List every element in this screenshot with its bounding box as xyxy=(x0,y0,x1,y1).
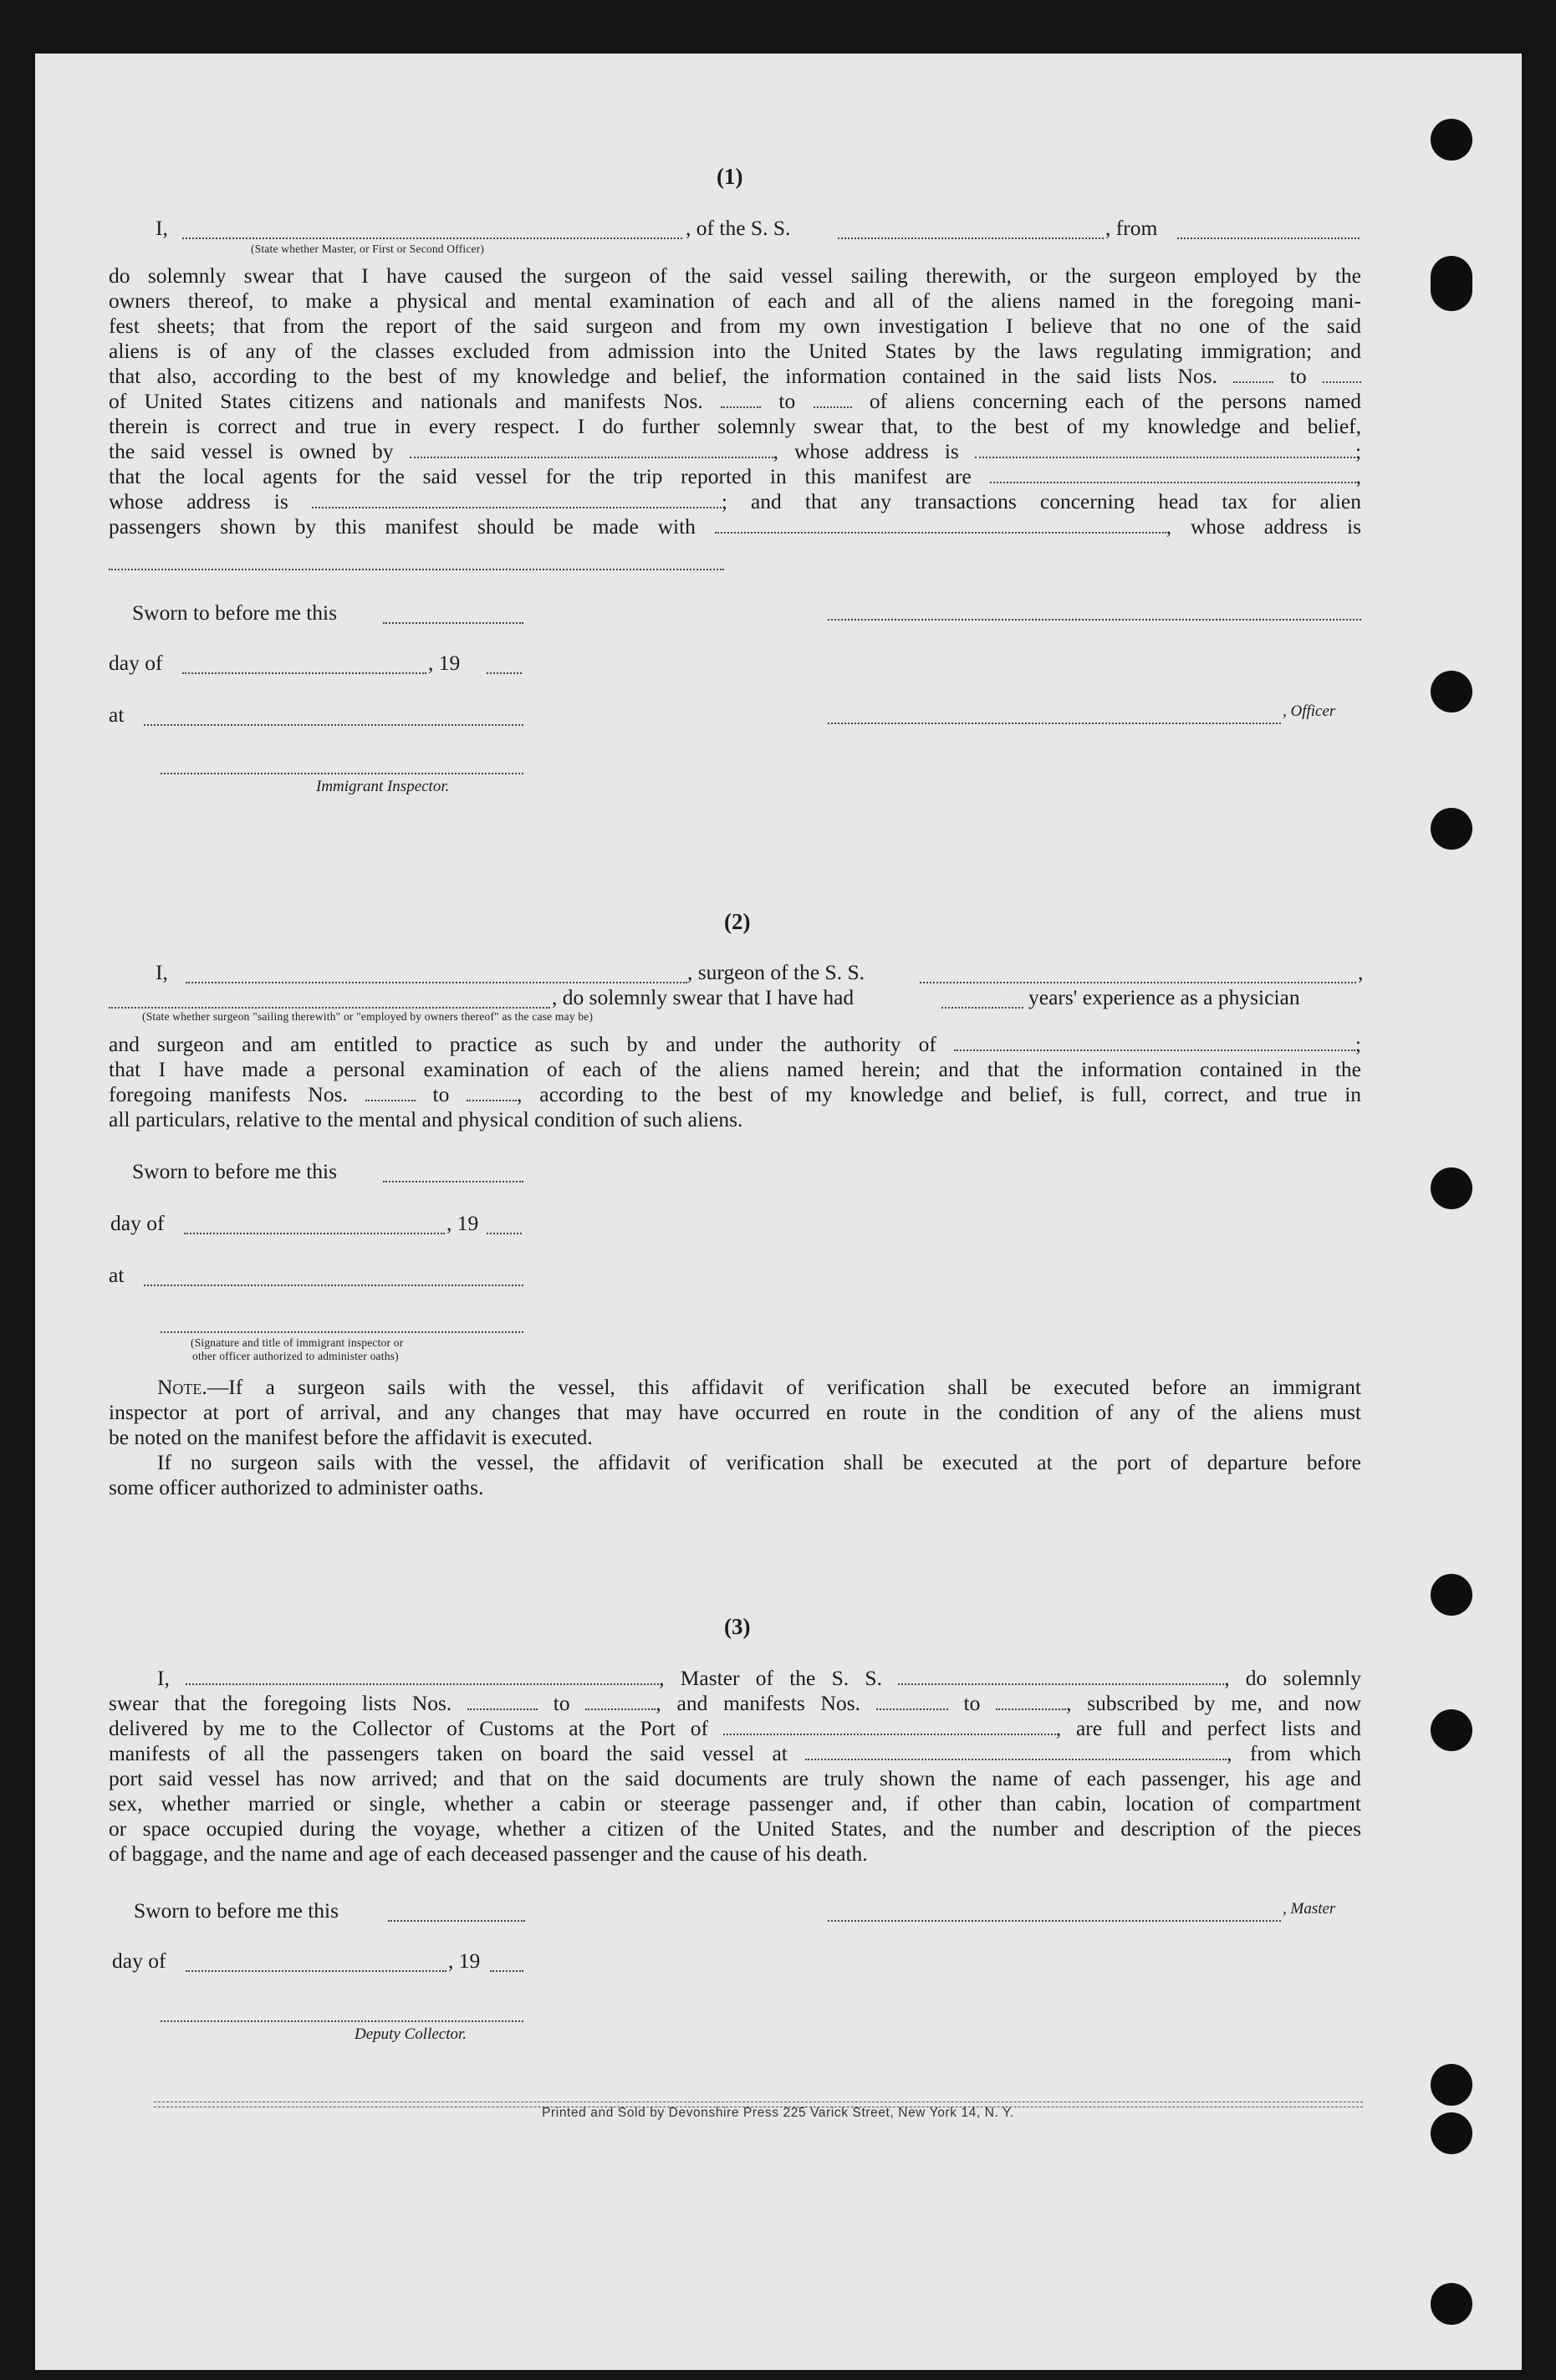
body-line xyxy=(109,1082,1361,1107)
signature-caption-line-2: other officer authorized to administer oaths) xyxy=(192,1350,399,1362)
i-label: I, xyxy=(156,216,168,240)
body-segment: and surgeon and am entitled to practice as such by and under the authority of xyxy=(109,1032,936,1056)
surgeon-manifest-to-blank[interactable] xyxy=(467,1083,517,1101)
vessel-at-blank[interactable] xyxy=(805,1742,1227,1760)
body-segment: to xyxy=(553,1691,570,1715)
day-of-label: day of xyxy=(109,651,163,675)
years-experience-text: years' experience as a physician xyxy=(1028,985,1300,1009)
surgeon-comma: , xyxy=(1358,960,1364,984)
body-segment: that also, according to the best of my knowledge and belief, the information contained in the said lists Nos. xyxy=(109,364,1217,388)
surgeon-sworn-day-blank[interactable] xyxy=(383,1181,523,1182)
master-label: , Master xyxy=(1283,1900,1336,1918)
year-blank[interactable] xyxy=(487,672,522,674)
body-line xyxy=(109,1032,1361,1057)
owner-blank[interactable] xyxy=(410,440,773,458)
body-line: all particulars, relative to the mental and physical condition of such aliens. xyxy=(109,1107,743,1131)
surgeon-day-of-label: day of xyxy=(110,1211,165,1235)
note-segment: —If a surgeon sails with the vessel, this affidavit of verification shall be executed before an immigrant xyxy=(207,1375,1361,1399)
body-segment: of aliens concerning each of the persons named xyxy=(869,389,1362,413)
years-blank[interactable] xyxy=(941,1007,1023,1009)
note-line: some officer authorized to administer oaths. xyxy=(109,1475,484,1499)
body-line xyxy=(109,389,1361,414)
from-text: , from xyxy=(1105,216,1158,240)
body-segment: , according to the best of my knowledge and belief, is full, correct, and true in xyxy=(517,1082,1362,1106)
surgeon-signature-line[interactable] xyxy=(161,1331,523,1333)
body-segment: delivered by me to the Collector of Customs at the Port of xyxy=(109,1716,708,1740)
punch-hole xyxy=(1431,808,1472,850)
body-segment: the said vessel is owned by xyxy=(109,439,394,463)
master-manifests-from-blank[interactable] xyxy=(876,1692,948,1710)
manifest-from-blank[interactable] xyxy=(721,390,761,408)
inspector-signature-line[interactable] xyxy=(161,773,523,774)
punch-hole xyxy=(1431,1709,1472,1751)
surgeon-manifest-from-blank[interactable] xyxy=(365,1083,416,1101)
surgeon-type-blank[interactable] xyxy=(109,1007,550,1009)
head-tax-blank[interactable] xyxy=(715,515,1166,534)
master-day-of-label: day of xyxy=(112,1948,166,1973)
body-segment: , are full and perfect lists and xyxy=(1055,1716,1361,1740)
body-segment: whose address is xyxy=(109,489,288,513)
body-line xyxy=(109,489,1361,514)
surgeon-year-blank[interactable] xyxy=(487,1233,522,1234)
signature-caption-line-1: (Signature and title of immigrant inspector or xyxy=(191,1336,404,1349)
surgeon-name-blank[interactable] xyxy=(186,982,687,983)
port-blank[interactable] xyxy=(723,1717,1056,1735)
master-signature-line[interactable] xyxy=(828,1920,1281,1922)
note-line: be noted on the manifest before the affidavit is executed. xyxy=(109,1425,593,1449)
body-line: owners thereof, to make a physical and mental examination of each and all of the aliens named in the foregoing mani- xyxy=(109,289,1361,313)
sworn-day-blank[interactable] xyxy=(383,622,523,624)
owner-address-blank[interactable] xyxy=(975,440,1355,458)
master-name-blank[interactable] xyxy=(186,1667,659,1685)
head-tax-address-blank[interactable] xyxy=(109,569,724,570)
master-sworn-label: Sworn to before me this xyxy=(134,1898,339,1923)
body-segment: ; and that any transactions concerning head tax for alien xyxy=(721,489,1361,513)
punch-hole xyxy=(1431,1167,1472,1209)
surgeon-year-label: , 19 xyxy=(446,1211,479,1235)
agents-address-blank[interactable] xyxy=(312,490,722,508)
surgeon-at-label: at xyxy=(109,1263,125,1287)
master-sworn-day-blank[interactable] xyxy=(388,1920,525,1922)
punch-hole xyxy=(1431,2283,1472,2325)
body-segment: , xyxy=(1355,464,1362,488)
at-label: at xyxy=(109,702,125,727)
body-segment: to xyxy=(778,389,796,413)
punch-hole xyxy=(1431,256,1472,311)
note-block xyxy=(109,1375,1361,1500)
agents-blank[interactable] xyxy=(990,465,1356,483)
body-line xyxy=(109,1666,1361,1691)
body-line xyxy=(109,1691,1361,1716)
punch-hole xyxy=(1431,2064,1472,2106)
section-2-number: (2) xyxy=(724,909,751,934)
body-segment: to xyxy=(432,1082,450,1106)
body-segment: to xyxy=(1289,364,1307,388)
year-label: , 19 xyxy=(428,651,461,675)
manifest-to-blank[interactable] xyxy=(814,390,852,408)
month-blank[interactable] xyxy=(182,672,426,674)
body-segment: , from which xyxy=(1227,1741,1361,1765)
section-1-body xyxy=(109,263,1361,539)
body-line: do solemnly swear that I have caused the surgeon of the said vessel sailing therewith, or the surgeon employed by the xyxy=(109,263,1361,288)
body-line xyxy=(109,364,1361,389)
do-solemnly-text: , do solemnly swear that I have had xyxy=(552,985,855,1009)
list-from-blank[interactable] xyxy=(1233,365,1273,383)
body-segment: , whose address is xyxy=(773,439,959,463)
body-segment: to xyxy=(963,1691,981,1715)
of-the-ss-text: , of the S. S. xyxy=(686,216,791,240)
punch-hole xyxy=(1431,119,1472,161)
body-line xyxy=(109,439,1361,464)
section-2-body xyxy=(109,1032,1361,1132)
body-line: or space occupied during the voyage, whether a citizen of the United States, and the number and description of the pieces xyxy=(109,1816,1361,1841)
surgeon-month-blank[interactable] xyxy=(184,1233,445,1234)
body-line: of baggage, and the name and age of each deceased passenger and the cause of his death. xyxy=(109,1841,868,1866)
body-line: fest sheets; that from the report of the said surgeon and from my own investigation I believe that no one of the said xyxy=(109,314,1361,338)
officer-name-blank[interactable] xyxy=(182,237,682,239)
body-segment: , whose address is xyxy=(1166,514,1362,539)
officer-caption: (State whether Master, or First or Second Officer) xyxy=(251,243,485,255)
master-year-label: , 19 xyxy=(448,1948,481,1973)
surgeon-at-blank[interactable] xyxy=(144,1284,523,1286)
body-segment: manifests of all the passengers taken on board the said vessel at xyxy=(109,1741,788,1765)
body-segment: , subscribed by me, and now xyxy=(1066,1691,1362,1715)
body-segment: that the local agents for the said vessel for the trip reported in this manifest are xyxy=(109,464,972,488)
section-3-number: (3) xyxy=(724,1614,751,1639)
body-segment: , and manifests Nos. xyxy=(656,1691,861,1715)
surgeon-caption: (State whether surgeon "sailing therewith" or "employed by owners thereof" as the case may be) xyxy=(142,1010,594,1023)
surgeon-vessel-blank[interactable] xyxy=(920,982,1356,983)
punch-hole xyxy=(1431,1574,1472,1616)
body-segment: ; xyxy=(1354,1032,1362,1056)
body-line xyxy=(109,1716,1361,1741)
deputy-label: Deputy Collector. xyxy=(355,2025,467,2043)
surgeon-of-text: , surgeon of the S. S. xyxy=(687,960,865,984)
officer-signature-line-2[interactable] xyxy=(828,723,1281,724)
surgeon-i-label: I, xyxy=(156,960,168,984)
body-segment: , do solemnly xyxy=(1224,1666,1362,1690)
body-segment: foregoing manifests Nos. xyxy=(109,1082,348,1106)
body-line xyxy=(109,514,1361,539)
punch-hole xyxy=(1431,671,1472,712)
vessel-name-blank[interactable] xyxy=(838,237,1104,239)
officer-signature-line-1[interactable] xyxy=(828,619,1361,621)
departure-port-blank[interactable] xyxy=(1177,237,1360,239)
printer-credit: Printed and Sold by Devonshire Press 225 Varick Street, New York 14, N. Y. xyxy=(542,2106,1014,2120)
note-line xyxy=(109,1375,1361,1400)
master-month-blank[interactable] xyxy=(186,1970,446,1972)
master-year-blank[interactable] xyxy=(490,1970,523,1972)
inspector-label: Immigrant Inspector. xyxy=(316,778,450,795)
master-lists-to-blank[interactable] xyxy=(585,1692,656,1710)
deputy-signature-line[interactable] xyxy=(161,2020,523,2022)
note-line: inspector at port of arrival, and any changes that may have occurred en route in the condition of any of the aliens must xyxy=(109,1400,1361,1424)
body-line: sex, whether married or single, whether a cabin or steerage passenger and, if other than cabin, location of compartment xyxy=(109,1791,1361,1816)
body-segment: passengers shown by this manifest should be made with xyxy=(109,514,696,539)
section-3-body xyxy=(109,1666,1361,1867)
master-lists-from-blank[interactable] xyxy=(467,1692,538,1710)
at-place-blank[interactable] xyxy=(144,724,523,726)
master-vessel-blank[interactable] xyxy=(898,1667,1224,1685)
authority-blank[interactable] xyxy=(954,1033,1355,1051)
body-segment: , Master of the S. S. xyxy=(659,1666,882,1690)
body-segment: I, xyxy=(157,1666,170,1690)
body-line xyxy=(109,464,1361,489)
section-1-number: (1) xyxy=(717,164,743,189)
body-segment: of United States citizens and nationals and manifests Nos. xyxy=(109,389,703,413)
body-segment: ; xyxy=(1354,439,1362,463)
officer-label: , Officer xyxy=(1283,702,1336,720)
body-segment: swear that the foregoing lists Nos. xyxy=(109,1691,452,1715)
body-line xyxy=(109,1741,1361,1766)
note-line: If no surgeon sails with the vessel, the affidavit of verification shall be executed at the port of departure before xyxy=(157,1450,1361,1474)
sworn-label: Sworn to before me this xyxy=(132,600,338,625)
surgeon-sworn-label: Sworn to before me this xyxy=(132,1159,338,1183)
body-line: that I have made a personal examination of each of the aliens named herein; and that the information contained in the xyxy=(109,1057,1361,1081)
master-manifests-to-blank[interactable] xyxy=(996,1692,1066,1710)
body-line: aliens is of any of the classes excluded from admission into the United States by the laws regulating immigration; and xyxy=(109,339,1361,363)
body-line: therein is correct and true in every respect. I do further solemnly swear that, to the best of my knowledge and belief, xyxy=(109,414,1361,438)
body-line: port said vessel has now arrived; and that on the said documents are truly shown the name of each passenger, his age and xyxy=(109,1766,1361,1790)
section-1-opening-line xyxy=(156,216,168,241)
list-to-blank[interactable] xyxy=(1323,365,1361,383)
note-label: Note. xyxy=(157,1375,207,1399)
